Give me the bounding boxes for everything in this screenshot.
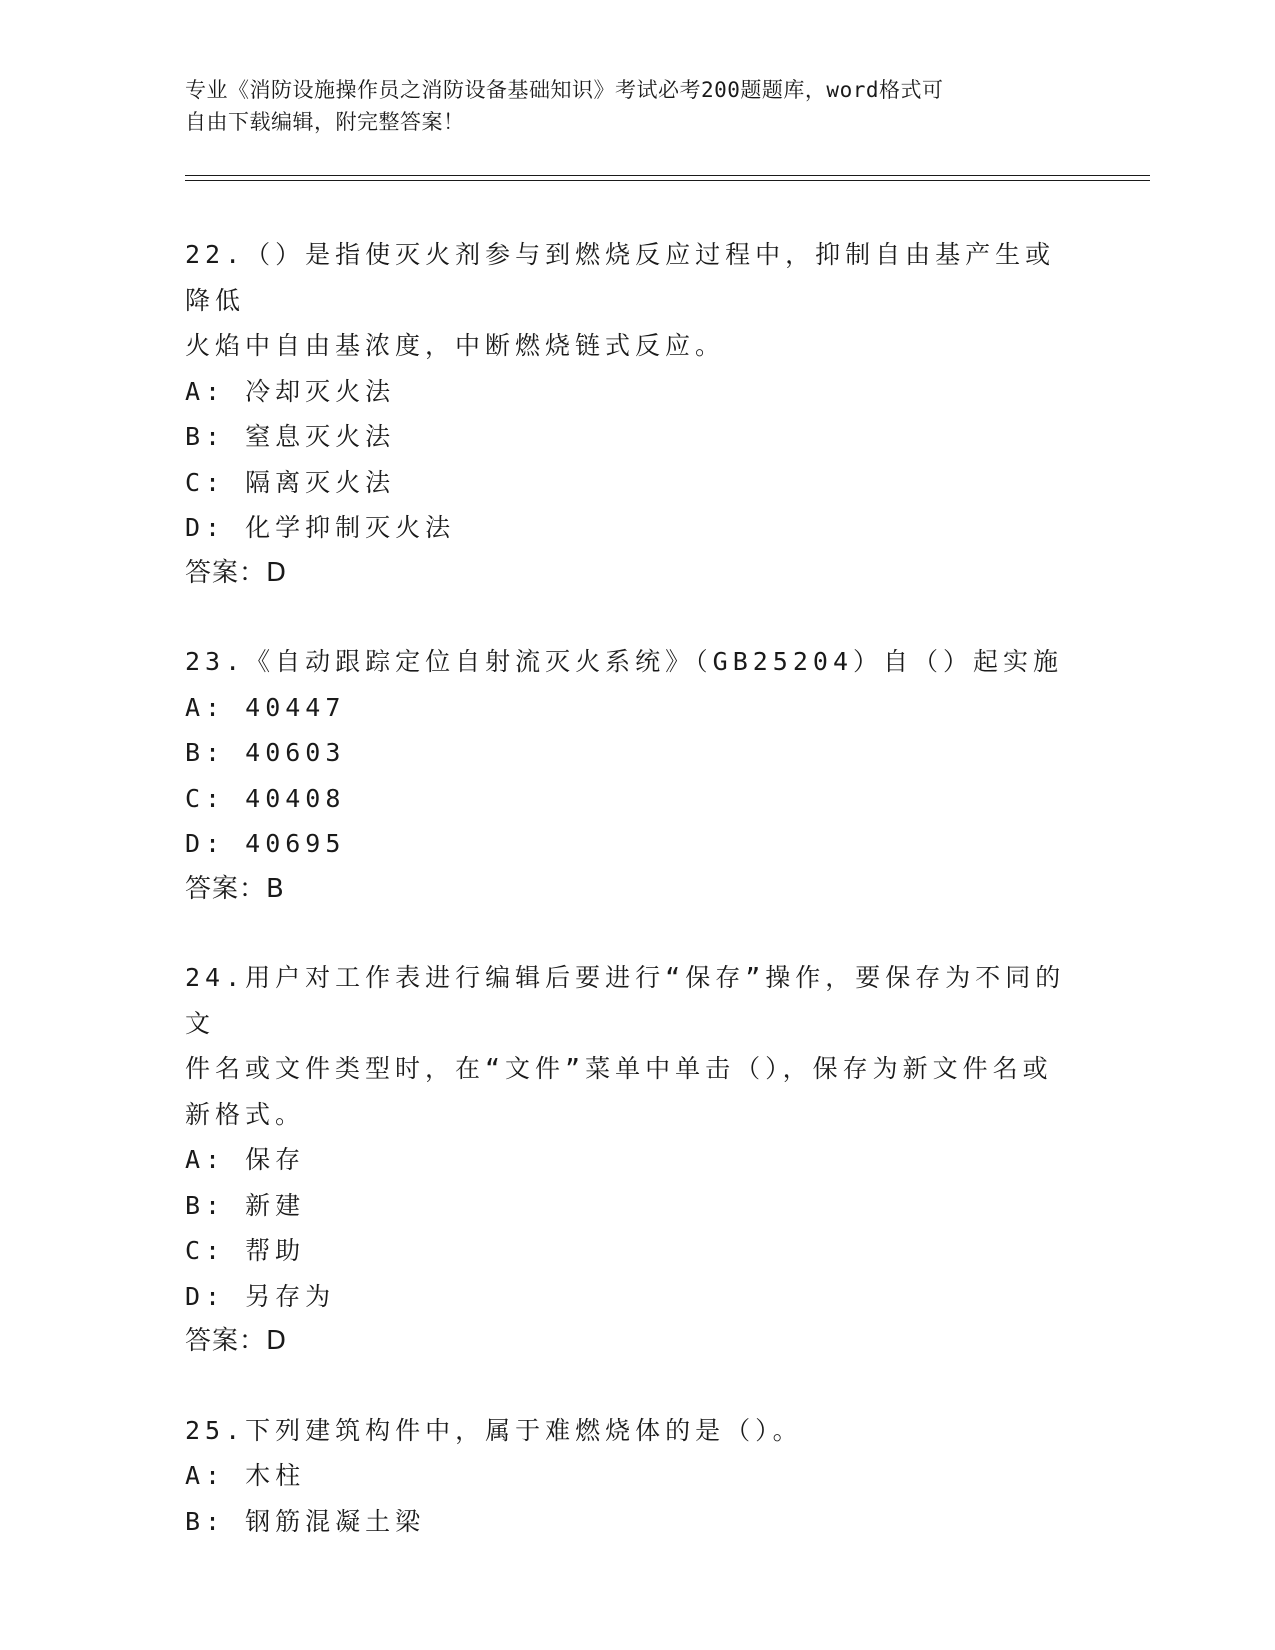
option-c: C: 40408 (185, 783, 346, 813)
option-a: A: 40447 (185, 692, 346, 722)
question-stem: 新格式。 (185, 1099, 306, 1129)
question-stem: 火焰中自由基浓度，中断燃烧链式反应。 (185, 331, 726, 360)
option-d: D: 化学抑制灭火法 (185, 513, 456, 542)
option-d: D: 40695 (185, 829, 346, 858)
answer: 答案：D (185, 1326, 288, 1356)
option-b: B: 窒息灭火法 (185, 422, 396, 451)
option-b: B: 钢筋混凝土梁 (185, 1506, 426, 1536)
question-list (185, 232, 1085, 1587)
header-line-2: 自由下载编辑，附完整答案！ (185, 110, 465, 134)
question-25 (185, 1408, 1085, 1545)
option-c: C: 帮助 (185, 1236, 306, 1265)
question-stem: 件名或文件类型时，在“文件”菜单中单击（），保存为新文件名或 (185, 1054, 1053, 1083)
question-23 (185, 639, 1085, 912)
header-rule-top (185, 175, 1150, 176)
header-rule-bottom (185, 180, 1150, 181)
document-header (185, 74, 1065, 138)
answer: 答案：D (185, 557, 288, 588)
question-22 (185, 232, 1085, 596)
question-stem: 23.《自动跟踪定位自射流灭火系统》（GB25204）自（）起实施 (185, 647, 1064, 676)
question-stem: 25.下列建筑构件中，属于难燃烧体的是（）。 (185, 1415, 803, 1445)
option-b: B: 40603 (185, 738, 346, 767)
option-b: B: 新建 (185, 1190, 306, 1220)
option-a: A: 冷却灭火法 (185, 376, 396, 406)
option-a: A: 木柱 (185, 1461, 306, 1490)
option-a: A: 保存 (185, 1145, 306, 1174)
question-24 (185, 955, 1085, 1365)
option-c: C: 隔离灭火法 (185, 467, 396, 497)
header-line-1: 专业《消防设施操作员之消防设备基础知识》考试必考200题题库，word格式可 (185, 78, 944, 102)
question-stem: 24.用户对工作表进行编辑后要进行“保存”操作，要保存为不同的文 (185, 963, 1066, 1038)
question-stem: 22.（）是指使灭火剂参与到燃烧反应过程中，抑制自由基产生或降低 (185, 240, 1056, 315)
answer: 答案：B (185, 873, 285, 904)
option-d: D: 另存为 (185, 1281, 336, 1311)
